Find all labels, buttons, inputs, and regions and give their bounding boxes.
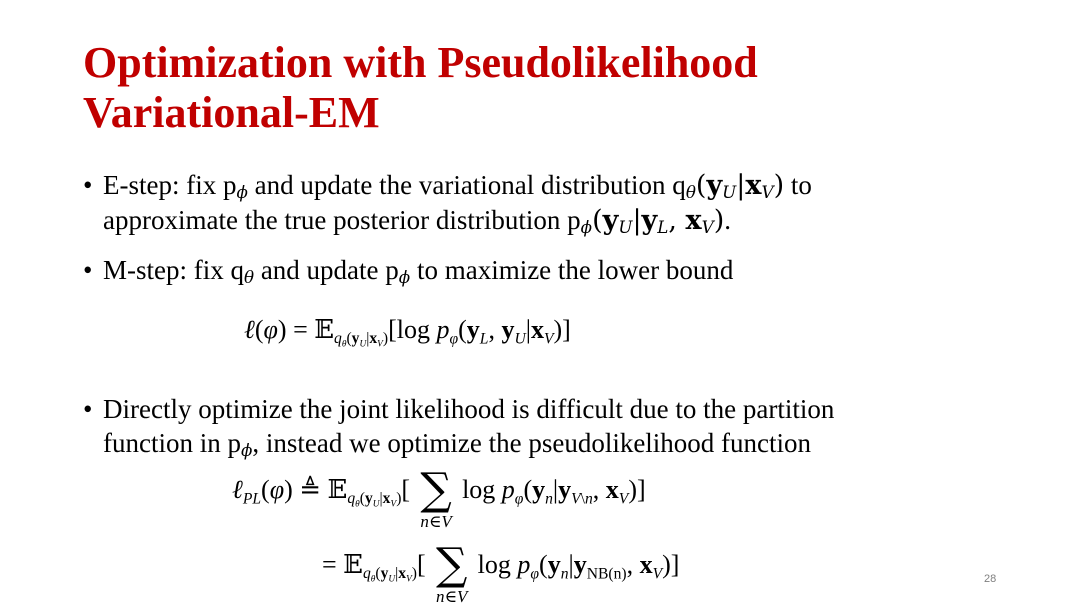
m-step-line-1: M-step: fix $q_\theta$ and update $p_\phi$ to maximize the lower bound	[103, 255, 734, 288]
title-line-2: Variational-EM	[83, 88, 380, 137]
page-number: 28	[984, 573, 997, 585]
bullet-dot: •	[83, 394, 93, 424]
e-step-line-2: approximate the true posterior distribution $p_\phi(y_U|y_L$, $x_V$).	[103, 205, 732, 238]
bullet-dot: •	[83, 255, 93, 285]
direct-line-1: Directly optimize the joint likelihood is difficult due to the partition	[103, 394, 835, 424]
bullet-e-step	[83, 168, 1003, 238]
bullet-m-step	[83, 253, 1003, 287]
summation-symbol: ∑ n∈V	[426, 545, 478, 586]
slide-title	[83, 38, 983, 138]
sum-index: n∈V	[420, 512, 452, 531]
title-line-1: Optimization with Pseudolikelihood	[83, 38, 758, 87]
bullet-dot: •	[83, 170, 93, 200]
equation-pseudolikelihood-2: = 𝔼$_{q_\theta(y_U|x_V)}$[ ∑ n∈V $\log p_\varphi(y_n|y_{NB(n)}$, $x_V$)]	[322, 539, 680, 606]
summation-symbol: ∑ n∈V	[410, 470, 462, 511]
direct-line-2: function in $p_\phi$, instead we optimize the pseudolikelihood function	[103, 428, 812, 461]
e-step-line-1: E-step: fix $p_\phi$ and update the variational distribution $q_\theta(y_U|x_V)$ to	[103, 170, 812, 203]
equation-lower-bound: ℓ(φ) = 𝔼$_{q_\theta(y_U|x_V)}$[log $p_\varphi(y_L$, $y_U|x_V$)]	[244, 315, 571, 350]
equation-pseudolikelihood-1: ℓ$_{PL}$(φ) ≜ 𝔼$_{q_\theta(y_U|x_V)}$[ ∑ n∈V $\log p_\varphi(y_n|y_{V\backslash n}$, $x_V$)]	[232, 464, 646, 531]
bullet-direct-optimize	[83, 392, 1003, 460]
sum-index: n∈V	[435, 587, 468, 606]
